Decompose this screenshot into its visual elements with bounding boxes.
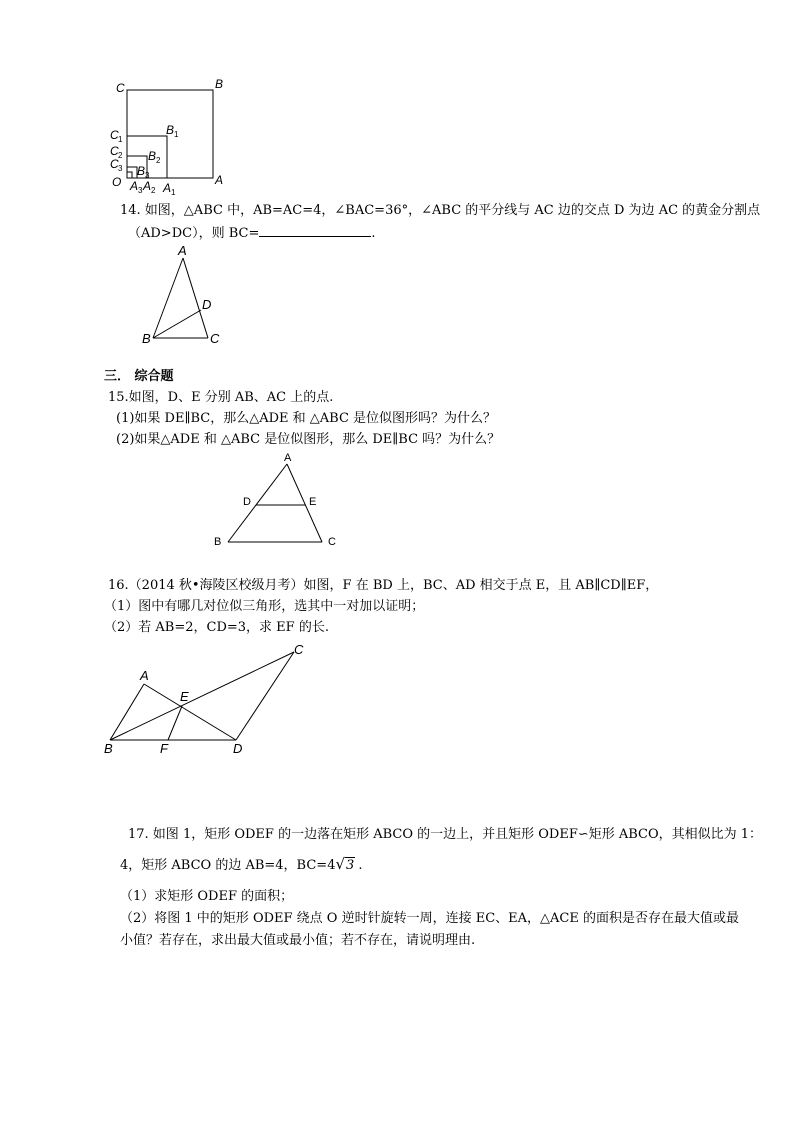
q17-line2-end: . (358, 858, 363, 873)
label-A: A (178, 243, 187, 258)
label-E: E (180, 689, 189, 704)
label-A1: A (163, 181, 172, 195)
nested-squares-figure (100, 72, 240, 197)
sqrt-radicand: 3 (346, 858, 355, 873)
segment-AC (287, 464, 322, 542)
q17-line2 (120, 855, 362, 875)
segment-AB (228, 464, 287, 542)
label-O: O (112, 175, 122, 189)
segment-BC (110, 652, 294, 740)
label-B3: B (137, 164, 146, 178)
q16-part2: （2）若 AB=2，CD=3，求 EF 的长. (104, 620, 329, 635)
label-B: B (104, 741, 113, 756)
label-C: C (328, 536, 336, 548)
label-A2-sub: 2 (151, 186, 156, 195)
label-C: C (116, 81, 125, 95)
segment-AD (144, 684, 236, 740)
q14-line1: 14. 如图，△ABC 中，AB=AC=4，∠BAC=36°，∠ABC 的平分线与 AC 边的交点 D 为边 AC 的黄金分割点 (120, 203, 761, 218)
q14-answer-blank[interactable] (259, 224, 371, 237)
label-A3-sub: 3 (138, 186, 143, 195)
label-C1: C (110, 128, 119, 142)
q17-line2-text: 4，矩形 ABCO 的边 AB=4，BC=4 (120, 858, 336, 873)
label-A: A (215, 173, 224, 187)
label-D: D (243, 496, 251, 508)
label-C1-sub: 1 (118, 135, 123, 144)
q15-part2: (2)如果△ADE 和 △ABC 是位似图形，那么 DE∥BC 吗？为什么？ (116, 432, 501, 447)
q14-line2-text: （AD>DC），则 BC= (128, 226, 260, 241)
q14-line2-end: . (371, 226, 376, 241)
segment-BD (153, 310, 201, 338)
q17-part2-cont: 小值？若存在，求出最大值或最小值；若不存在，请说明理由. (120, 933, 476, 948)
section-title: 三． 综合题 (104, 369, 174, 384)
label-D: D (202, 297, 212, 312)
q15-stem: 15.如图，D、E 分别 AB、AC 上的点. (108, 390, 334, 405)
label-C3-sub: 3 (118, 164, 123, 173)
label-F: F (160, 741, 168, 756)
q17-part1: （1）求矩形 ODEF 的面积； (120, 889, 294, 904)
sqrt-sign: √ (335, 855, 346, 873)
label-A2: A (143, 179, 152, 193)
label-C2: C (110, 144, 119, 158)
triangle-ade-figure (208, 450, 348, 548)
label-A1-sub: 1 (171, 188, 176, 197)
q15-part1: (1)如果 DE∥BC，那么△ADE 和 △ABC 是位似图形吗？为什么？ (116, 411, 497, 426)
label-B1: B (166, 123, 175, 137)
q17-part2: （2）将图 1 中的矩形 ODEF 绕点 O 逆时针旋转一周，连接 EC、EA，△ACE 的面积是否存在最大值或最 (120, 911, 739, 926)
triangle-abc-bisector-figure (138, 242, 228, 348)
label-D: D (233, 741, 243, 756)
label-C: C (294, 642, 304, 657)
label-B2: B (148, 149, 157, 163)
segment-CD (236, 652, 294, 740)
q16-stem: 16.（2014 秋•海陵区校级月考）如图，F 在 BD 上，BC、AD 相交于点 E，且 AB∥CD∥EF， (108, 578, 659, 593)
square-4 (127, 172, 132, 178)
q14-line2 (128, 224, 375, 243)
label-C: C (210, 331, 220, 346)
label-A3: A (130, 179, 139, 193)
label-A: A (284, 452, 292, 464)
label-B: B (215, 77, 224, 91)
label-B1-sub: 1 (174, 130, 179, 139)
q17-line1: 17. 如图 1，矩形 ODEF 的一边落在矩形 ABCO 的一边上，并且矩形 ODEF∽矩形 ABCO，其相似比为 1： (128, 827, 763, 842)
parallel-lines-figure (98, 640, 318, 760)
label-B3-sub: 3 (145, 171, 150, 180)
label-B: B (142, 331, 151, 346)
label-B: B (214, 536, 222, 548)
label-C2-sub: 2 (118, 151, 123, 160)
label-B2-sub: 2 (156, 156, 161, 165)
label-A: A (140, 668, 149, 683)
label-E: E (309, 496, 317, 508)
q16-part1: （1）图中有哪几对位似三角形，选其中一对加以证明； (104, 599, 425, 614)
label-C3: C (110, 157, 119, 171)
segment-AB (153, 258, 183, 338)
